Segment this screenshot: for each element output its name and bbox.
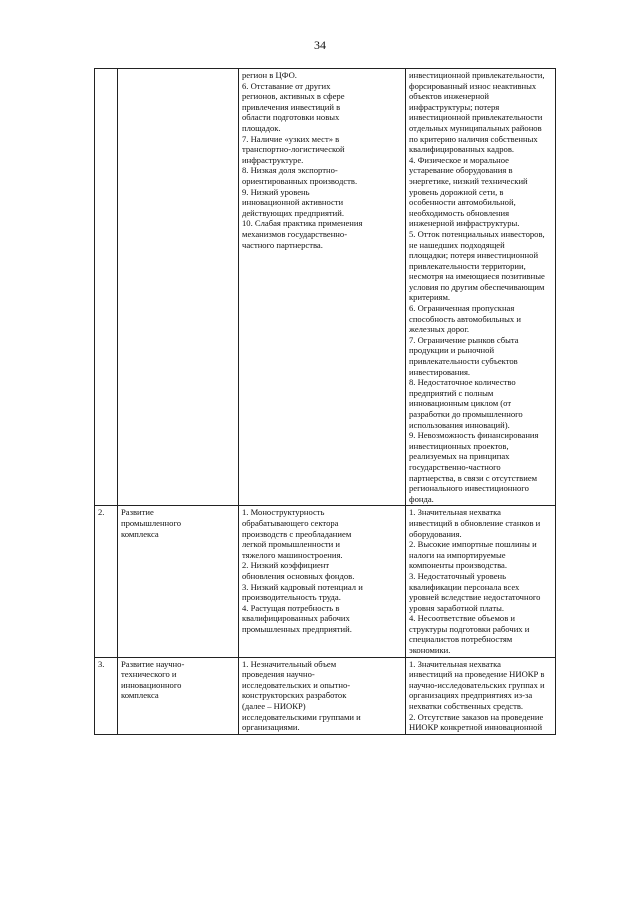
text-line: 2. Низкий коэффициент	[242, 560, 330, 571]
text-line: инвестиционной привлекательности,	[409, 70, 545, 80]
text-line: 8. Низкая доля экспортно-	[242, 165, 338, 176]
table-row	[95, 657, 556, 734]
text-line: производительность труда.	[242, 592, 341, 603]
text-line: реализуемых на принципах	[409, 451, 510, 462]
text-line: форсированный износ неактивных	[409, 80, 537, 91]
text-line: способность автомобильных и	[409, 313, 521, 324]
text-line: структуры подготовки рабочих и	[409, 623, 530, 634]
text-line: 9. Невозможность финансирования	[409, 430, 539, 441]
problems-cell	[239, 506, 406, 657]
text-line: фонда.	[409, 493, 434, 504]
text-line: 3. Недостаточный уровень	[409, 570, 507, 581]
text-line: регионов, активных в сфере	[242, 91, 345, 102]
text-line: уровней вследствие недостаточного	[409, 592, 541, 603]
risks-cell	[406, 657, 556, 734]
text-line: 7. Наличие «узких мест» в	[242, 133, 340, 144]
text-line: необходимость обновления	[409, 207, 510, 218]
text-line: 4. Физическое и моральное	[409, 154, 509, 165]
text-line: несмотря на имеющиеся позитивные	[409, 271, 545, 282]
text-line: организациях предприятиях из-за	[409, 690, 533, 701]
text-line: государственно-частного	[409, 461, 501, 472]
text-line: 2. Высокие импортные пошлины и	[409, 539, 537, 550]
text-line: условия по другим обеспечивающим	[409, 281, 545, 292]
text-line: инновационного	[121, 679, 182, 690]
text-line: 8. Недостаточное количество	[409, 377, 516, 388]
text-line: по критерию наличия собственных	[409, 133, 538, 144]
text-line: 1. Значительная нехватка	[409, 507, 501, 518]
text-line: 1. Моноструктурность	[242, 507, 325, 518]
text-line: квалифицированных кадров.	[409, 144, 515, 155]
table-row	[95, 69, 556, 506]
row-number	[95, 69, 118, 506]
text-line: проведения научно-	[242, 669, 315, 680]
text-line: Развитие научно-	[121, 658, 185, 669]
text-line: особенности автомобильной,	[409, 197, 516, 208]
text-line: 7. Ограничение рынков сбыта	[409, 334, 519, 345]
direction-cell	[118, 657, 239, 734]
text-line: инфраструктуре.	[242, 154, 304, 165]
problems-table	[94, 68, 556, 735]
text-line: 6. Отставание от других	[242, 80, 331, 91]
text-line: инвестиционной привлекательности	[409, 112, 543, 123]
risks-cell	[406, 506, 556, 657]
risks-cell	[406, 69, 556, 506]
problems-cell	[239, 69, 406, 506]
text-line: нехватки собственных средств.	[409, 701, 524, 712]
text-line: исследовательскими группами и	[242, 711, 361, 722]
text-line: площадок.	[242, 122, 281, 133]
text-line: инвестиций на проведение НИОКР в	[409, 669, 545, 680]
text-line: оборудования.	[409, 528, 462, 539]
text-line: 6. Ограниченная пропускная	[409, 303, 515, 314]
text-line: обрабатывающего сектора	[242, 517, 339, 528]
text-line: производств с преобладанием	[242, 528, 352, 539]
text-line: 4. Растущая потребность в	[242, 602, 340, 613]
text-line: 3. Низкий кадровый потенциал и	[242, 581, 363, 592]
text-line: промышленного	[121, 517, 182, 528]
text-line: инновационной активности	[242, 197, 344, 208]
table-row	[95, 506, 556, 657]
text-line: привлечения инвестиций в	[242, 101, 341, 112]
text-line: научно-исследовательских группах и	[409, 679, 545, 690]
text-line: использования инноваций).	[409, 419, 510, 430]
direction-cell	[118, 69, 239, 506]
text-line: действующих предприятий.	[242, 207, 345, 218]
text-line: (далее – НИОКР)	[242, 701, 306, 712]
problems-cell	[239, 657, 406, 734]
text-line: критериям.	[409, 292, 451, 303]
text-line: инженерной инфраструктуры.	[409, 218, 520, 229]
text-line: транспортно-логистической	[242, 144, 345, 155]
text-line: партнерства, в связи с отсутствием	[409, 472, 538, 483]
text-line: Развитие	[121, 507, 154, 518]
text-line: инфраструктуры; потеря	[409, 101, 500, 112]
text-line: не нашедших подходящей	[409, 239, 505, 250]
text-line: инновационным циклом (от	[409, 398, 512, 409]
text-line: регион в ЦФО.	[242, 70, 297, 80]
text-line: частного партнерства.	[242, 239, 323, 250]
text-line: обновления основных фондов.	[242, 570, 355, 581]
text-line: 1. Незначительный объем	[242, 658, 337, 669]
text-line: налоги на импортируемые	[409, 549, 506, 560]
text-line: 9. Низкий уровень	[242, 186, 310, 197]
text-line: специалистов потребностям	[409, 634, 513, 645]
direction-cell	[118, 506, 239, 657]
text-line: 4. Несоответствие объемов и	[409, 613, 516, 624]
text-line: энергетике, низкий технический	[409, 175, 528, 186]
text-line: уровня заработной платы.	[409, 602, 505, 613]
text-line: 1. Значительная нехватка	[409, 658, 501, 669]
text-line: НИОКР конкретной инновационной	[409, 722, 543, 733]
text-line: легкой промышленности и	[242, 539, 340, 550]
text-line: конструкторских разработок	[242, 690, 347, 701]
row-number: 3.	[95, 657, 118, 734]
text-line: квалифицированных рабочих	[242, 613, 350, 624]
text-line: продукции и рыночной	[409, 345, 495, 356]
text-line: отдельных муниципальных районов	[409, 122, 542, 133]
text-line: механизмов государственно-	[242, 228, 348, 239]
text-line: привлекательности субъектов	[409, 356, 518, 367]
text-line: технического и	[121, 669, 177, 680]
text-line: промышленных предприятий.	[242, 623, 352, 634]
row-number: 2.	[95, 506, 118, 657]
text-line: инвестиций в обновление станков и	[409, 517, 541, 528]
text-line: экономики.	[409, 645, 451, 656]
page-number: 34	[314, 38, 326, 52]
text-line: устаревание оборудования в	[409, 165, 513, 176]
text-line: предприятий с полным	[409, 387, 494, 398]
text-line: регионального инвестиционного	[409, 483, 529, 494]
text-line: объектов инженерной	[409, 91, 489, 102]
text-line: квалификации персонала всех	[409, 581, 520, 592]
text-line: разработки до промышленного	[409, 409, 523, 419]
text-line: инвестиционных проектов,	[409, 440, 509, 451]
text-line: компоненты производства.	[409, 560, 507, 571]
text-line: организациями.	[242, 722, 300, 733]
text-line: комплекса	[121, 690, 159, 701]
text-line: комплекса	[121, 528, 159, 539]
text-line: железных дорог.	[409, 324, 470, 335]
text-line: области подготовки новых	[242, 112, 340, 123]
text-line: 5. Отток потенциальных инвесторов,	[409, 228, 545, 239]
text-line: тяжелого машиностроения.	[242, 549, 343, 560]
text-line: исследовательских и опытно-	[242, 679, 351, 690]
text-line: привлекательности территории,	[409, 260, 526, 271]
text-line: ориентированных производств.	[242, 175, 358, 186]
text-line: 10. Слабая практика применения	[242, 218, 363, 229]
text-line: уровень дорожной сети, в	[409, 186, 504, 197]
text-line: 2. Отсутствие заказов на проведение	[409, 711, 544, 722]
text-line: инвестирования.	[409, 366, 471, 377]
text-line: площадки; потеря инвестиционной	[409, 250, 539, 261]
